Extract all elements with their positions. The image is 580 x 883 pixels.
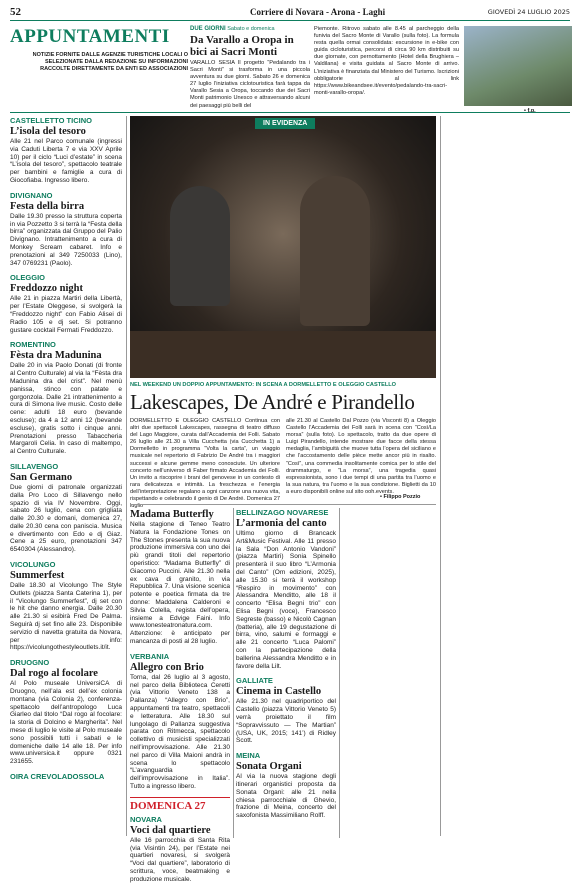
column-middle-1	[130, 508, 230, 883]
oropa-text-col2: Piemonte. Ritrovo sabato alle 8.45 al parcheggio della funivia del Sacro Monte di Varallo (sulla foto). La formula resta quella ormai consolidata: escursione in e-bike con guida cicloturistica, percorsi di circa 90 km distribuiti su due giornate, con pernottamento (Hotel della Brughiera – Valdilana) e visita guidata al Sacro Monte di arrivo. L’iniziativa è finanziata dal Ministero del Turismo. Iscrizioni obbligatorie al link https://www.bikeandsee.it/evento/pedalando-tra-sacri-monti-varallo-oropa/.	[314, 26, 459, 96]
day-heading: DOMENICA 27	[130, 797, 230, 812]
event-location: NOVARA	[130, 814, 162, 824]
event-text: Al Polo museale UniversiCA di Druogno, nell’ala est dell’ex colonia montana (via Colonia 2), conferenza-spettacolo dell’antropologo Luca Giarleo dal titolo “Dal rogo al focolare: la storia di Dolcino e Margherita”. Nel mese di luglio le visite al Polo museale sono possibili tutti i sabati e le domeniche dalle 14 alle 18. Per info www.universica.it oppure 0321 231655.	[10, 680, 122, 766]
event-item	[10, 191, 122, 268]
event-location: DRUOGNO	[10, 658, 50, 668]
event-title: Festa della birra	[10, 200, 85, 212]
oropa-kicker: DUE GIORNI	[190, 26, 226, 32]
column-divider	[126, 116, 127, 836]
event-title: L’isola del tesoro	[10, 126, 86, 137]
event-text: Alle 21 in piazza Martiri della Libertà, per l’Estate Oleggese, si svolgerà la “Freddozzo night” con Fabio Alisei di Radio 105 e dj set. Si potranno gustare cocktail Fermati Freddozzo.	[10, 295, 122, 334]
feature-text-col2: alle 21.30 al Castello Dal Pozzo (via Visconti 8) a Oleggio Castello l’Accademia dei Folli sarà in scena con “Così/La morsa” (sulla foto). Lo spettacolo, tratto da due opere di Luigi Pirandello, intende mostrare due facce della stessa medaglia, l’ambiguità che muove tutta l’opera del siciliano e che l’accostamento delle pièce mette ancor più in risalto. “Così”, una commedia insolitamente comica per lo stile del drammaturgo, e “La morsa”, una tragedia quasi espressionista, sono i due tempi di una partita tra l’uomo e la sua natura, tra l’uomo e la sua condizione. Biglietti da 10 a euro disponibili online sul sito ooh.events.	[286, 418, 436, 495]
oropa-kicker-rest: Sabato e domenica	[227, 26, 275, 32]
event-title: Voci dal quartiere	[130, 824, 211, 836]
event-title: Summerfest	[10, 570, 65, 582]
event-item	[236, 676, 336, 745]
event-text: Dalle 20 in via Paolo Donati (di fronte al Centro Culturale) al via la “Fèsta dra Madunina dra del crist”. Nel menù panissa, stinco con patate e gorgonzola. Dalle 21 intrattenimento a cura di Simona live music. Costo delle cene: adulti 18 euro (bevande escluse); da 4 a 12 anni 12 (bevande escluse), gratis sotto i cinque anni. Prenotazioni presso Tabaccheria Margaroli Celia. In caso di maltempo, al Centro Culturale.	[10, 362, 122, 456]
newspaper-title: Corriere di Novara - Arona - Laghi	[250, 7, 386, 17]
section-masthead	[10, 26, 190, 73]
event-item	[130, 652, 230, 791]
oropa-article	[190, 26, 310, 110]
event-text: Dalle 19.30 presso la struttura coperta in via Pozzetto 3 si terrà la “Festa della birra” organizzata dal Gruppo del Palio Divignano. Intrattenimento a cura di Monkey Scream cabaret. Info e prenotazioni al 349 7250033 (Lino), 347 0769231 (Paolo).	[10, 212, 122, 267]
event-title: Madama Butterfly	[130, 509, 214, 520]
event-item	[10, 658, 122, 766]
divider	[130, 504, 436, 505]
event-title: Dal rogo al focolare	[10, 668, 98, 680]
event-title: Fèsta dra Madunina	[10, 350, 102, 362]
event-item	[10, 462, 122, 554]
page-number: 52	[10, 6, 21, 18]
event-text: Torna, dal 26 luglio al 3 agosto, nel parco della Biblioteca Ceretti (via Vittorio Veneto 138 a Pallanza) “Allegro con Brio”, appuntamenti tra teatro, spettacoli e letteratura. Alle 18.30 sul lungolago di Pallanza suggestiva parata con Ritmecca, spettacolo collettivo di musicisti specializzati nell’improvvisazione. Alle 21.30 nel parco di Villa Maioni andrà in scena lo spettacolo “L’avanguardia dell’improvvisazione in Italia”. Tutto a ingresso libero.	[130, 673, 230, 790]
event-title: San Germano	[10, 471, 73, 483]
event-location: VERBANIA	[130, 651, 170, 661]
event-location: CASTELLETTO TICINO	[10, 116, 92, 125]
column-divider	[440, 116, 441, 836]
section-title: APPUNTAMENTI	[10, 26, 170, 47]
column-divider	[339, 508, 340, 838]
column-divider	[233, 508, 234, 838]
event-text: Nella stagione di Teneo Teatro Natura la Fondazione Tones on The Stones presenta la sua nuova produzione immersiva con uno dei più grandi titoli del repertorio operistico: “Madama Butterfly” di Giacomo Puccini. Alle 21.30 nella ex cava di granito, in via Repubblica 7. Una visione scenica potente e poetica firmata da tre donne: Maddalena Calderoni e Silvia Colella, regista dell’opera, insieme a Edvige Faini. Info www.tonesteatronatura.com. Attenzione: è anticipato per mancanza di posti al 28 luglio.	[130, 521, 230, 645]
oropa-col2	[314, 8, 574, 112]
column-middle-3	[342, 508, 436, 840]
event-location: GALLIATE	[236, 676, 273, 686]
event-item	[236, 751, 336, 820]
event-text: Alle 16 parrocchia di Santa Rita (via Visintin 24), per l’Estate nei quartieri novaresi, si svolgerà “Voci dal quartiere”, laboratorio di scrittura, voce, beatmaking e produzione musicale.	[130, 836, 230, 883]
event-text: Dalle 18.30 al Vicolungo The Style Outlets (piazza Santa Caterina 1), per il “Vicolungo Summerfest”, dj set con le hit che danno energia. Dalle 20.30 alle 21.30 si esibirà Fred De Palma. Seguirà dj set fino alle 23. Disponibile servizio di navetta gratuita da Novara, per info: https://vicolungothestyleoutlets.it/it.	[10, 582, 122, 652]
event-location: DIVIGNANO	[10, 190, 53, 200]
oropa-photo	[464, 26, 572, 106]
oropa-text-col1: VARALLO SESIA Il progetto “Pedalando tra i Sacri Monti” si trasforma in una piccola avventura su due giorni. Sabato 26 e domenica 27 luglio l’iniziativa ciclotouristica farà tappa da Varallo Sesia a Oropa, toccando due dei Sacri Monti patrimonio Unesco e attraversando alcuni dei paesaggi più belli del	[190, 60, 310, 109]
event-item	[10, 273, 122, 334]
event-location: BELLINZAGO NOVARESE	[236, 508, 329, 517]
feature-title: Lakescapes, De André e Pirandello	[130, 390, 415, 414]
column-left	[10, 116, 122, 840]
column-middle-2	[236, 508, 336, 840]
event-item	[10, 772, 122, 781]
event-item	[10, 116, 122, 185]
feature-photo	[130, 116, 436, 378]
feature-article	[130, 382, 436, 510]
event-title: L’armonia del canto	[236, 518, 327, 529]
feature-badge: IN EVIDENZA	[255, 118, 315, 129]
event-title: Allegro con Brio	[130, 661, 204, 673]
event-text: Alle 21.30 nel quadriportico del Castello (piazza Vittorio Veneto 5) verrà proiettato il film “Sopravvissuto — The Martian” (USA, UK, 2015; 141’) di Ridley Scott.	[236, 698, 336, 745]
event-text: Due giorni di patronale organizzati dalla Pro Loco di Sillavengo nello spazio di via IV Novembre. Oggi, sabato 26 luglio, cena con grigliata dalle 20.30 e domani, domenica 27, dalle 20.30 cena con paniscia. Musica e divertimento con Edo e dj Giaz. Cene a 25 euro, prenotazioni 347 6540304 (Alessandro).	[10, 483, 122, 554]
event-title: Cinema in Castello	[236, 686, 322, 698]
event-item	[130, 509, 230, 646]
column-right	[444, 116, 570, 840]
event-item	[236, 508, 336, 670]
issue-date: GIOVEDÌ 24 LUGLIO 2025	[487, 8, 570, 16]
event-title: Freddozzo night	[10, 283, 84, 295]
section-note: NOTIZIE FORNITE DALLE AGENZIE TURISTICHE LOCALI O SELEZIONATE DALLA REDAZIONE SU INFORMAZIONI RACCOLTE DIRETTAMENTE DA ENTI ED ASSOCIAZIONI	[32, 52, 188, 72]
oropa-title: Da Varallo a Oropa in bici ai Sacri Monti	[190, 34, 294, 58]
feature-signature: • Filippo Pozzio	[380, 494, 421, 500]
event-item	[10, 340, 122, 456]
event-location: ROMENTINO	[10, 340, 56, 350]
event-item	[10, 560, 122, 652]
event-location: OLEGGIO	[10, 273, 46, 283]
event-text: Alle 21 nel Parco comunale (ingressi via Caduti Liberta 7 e via XXV Aprile 10) per il ciclo “Luci d’estate” in scena “L’isola del tesoro”, spettacolo teatrale per bambini e famiglie a cura di Giocofiaba. Ingresso libero.	[10, 138, 122, 184]
oropa-signature: • f.p.	[524, 108, 536, 114]
event-text: Al via la nuova stagione degli itinerari organistici proposta da Sonata Organi: alle 21 nella chiesa parrocchiale di Ghevio, frazione di Meina, concerto del saxofonista Massimiliano Rolff.	[236, 773, 336, 820]
feature-text-col1: DORMELLETTO E OLEGGIO CASTELLO Continua con altri due spettacoli Lakescapes, rassegna di teatro diffuso del Lago Maggiore, curata dall’Accademia dei Folli. Sabato 26 luglio alle 21.30 a Villa Cucchetta (via Cucchetta 1) a Dormelletto in programma “Volta la carta”, un viaggio musicale nel repertorio di Fabrizio De André tra i maggiori successi e alcune gemme meno conosciute. Un ulteriore concerto nell’universo di Faber firmato Accademia dei Folli. Un invito a riscoprire i brani del genovese in un contesto di rara delicatezza e intimità. La freschezza e l’energia dell’interpretazione regalano a ogni canzone una nuova vita, rispettando e celebrando il genio di De André. Domenica 27 luglio	[130, 418, 280, 510]
event-location: SILLAVENGO	[10, 461, 59, 471]
event-title: Sonata Organi	[236, 761, 302, 773]
event-text: Ultimo giorno di Brancack Art&Music Festival. Alle 11 presso la Sala “Don Antonio Vandoni” (piazza Martiri) Sonia Spinello presenterà il suo libro “L’Armonia del Canto” (Om edizioni, 2025), alle 15.30 si terrà il workshop “Respiro in movimento” con Alessandra Menditto, alle 18 il concerto “Elisa Begni trio” con Elisa Begni (voce), Francesco Segreste (basso) e Nicolò Cagnan (batteria), alle 19 degustazione di birra, vino, salumi e formaggi e alle 21 concerto “Luca Palomi” con la partecipazione della ballerina Alessandra Menditto e in favore della Lilt.	[236, 530, 336, 670]
event-location: OIRA CREVOLADOSSOLA	[10, 772, 105, 782]
event-location: MEINA	[236, 751, 261, 761]
event-location: VICOLUNGO	[10, 560, 56, 570]
divider	[10, 112, 570, 113]
feature-kicker: NEL WEEKEND UN DOPPIO APPUNTAMENTO: IN SCENA A DORMELLETTO E OLEGGIO CASTELLO	[130, 382, 397, 388]
event-item	[130, 815, 230, 883]
